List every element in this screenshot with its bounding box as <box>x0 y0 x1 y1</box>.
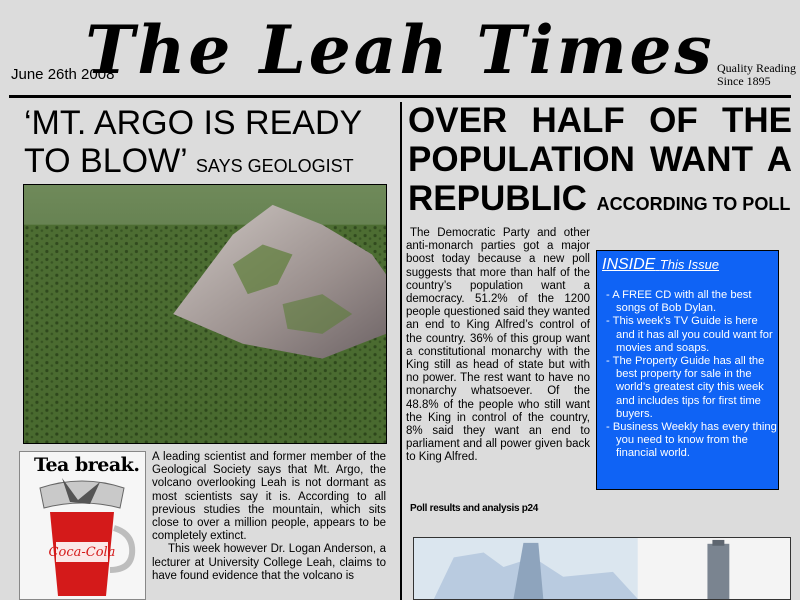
inside-item: - A FREE CD with all the best songs of Bob Dylan. <box>606 289 752 315</box>
volcano-story <box>152 451 386 583</box>
coca-cola-ad <box>19 451 146 600</box>
republic-story <box>406 227 590 465</box>
ad-brand: Coca-Cola <box>48 545 116 560</box>
republic-headline <box>408 101 792 224</box>
republic-headline-tail: ACCORDING TO POLL <box>596 194 791 214</box>
tagline <box>717 62 796 88</box>
volcano-paragraph: This week however Dr. Logan Anderson, a lecturer at University College Leah, claims to have found evidence that the volcano is <box>152 543 386 582</box>
masthead-rule <box>9 95 791 98</box>
tagline-line-1: Quality Reading <box>717 61 796 75</box>
city-photo <box>413 537 791 600</box>
newspaper-title: The Leah Times <box>85 11 715 89</box>
inside-item: - The Property Guide has all the best property for sale in the world’s greatest city this week and includes tips for first time buyers. <box>606 355 765 420</box>
column-divider <box>400 102 402 600</box>
tagline-line-2: Since 1895 <box>717 74 771 88</box>
inside-this-issue-title <box>602 256 719 274</box>
inside-item: - This week’s TV Guide is here and it has all you could want for movies and soaps. <box>606 315 773 354</box>
ad-title: Tea break. <box>34 454 140 476</box>
coca-cola-cup-icon <box>20 478 145 598</box>
issue-date: June 26th 2008 <box>11 66 115 83</box>
poll-results-link[interactable]: Poll results and analysis p24 <box>410 503 539 514</box>
inside-item: - Business Weekly has every thing you need to know from the financial world. <box>606 421 777 460</box>
masthead <box>0 0 800 96</box>
volcano-headline-tail: SAYS GEOLOGIST <box>195 156 354 176</box>
inside-title-a: INSIDE <box>602 256 656 273</box>
volcano-headline <box>24 104 390 185</box>
volcano-paragraph: A leading scientist and former member of the Geological Society says that Mt. Argo, the volcano overlooking Leah is not dormant as most scientists say it is. According to all previous studies the mountain, which sits close to over a million people, appears to be completely extinct. <box>152 451 386 543</box>
inside-list <box>606 289 778 461</box>
volcano-headline-main: ‘MT. ARGO IS READY TO BLOW’ <box>24 104 362 180</box>
inside-this-issue-box <box>596 250 779 490</box>
inside-title-b: This Issue <box>659 257 720 272</box>
republic-paragraph: The Democratic Party and other anti-monarch parties got a major boost today because a new poll suggests that more than half of the country’s population want a democracy. 51.2% of the 1200 people questioned said they wanted an end to King Alfred’s control of the country. 36% of this group want a constitutional monarchy with the King still as head of state but with no power. The rest want to have no monarchy whatsoever. Of the 48.8% of the people who still want the King in control of the country, 8% said they want an end to parliament and all power given back to King Alfred. <box>406 227 590 464</box>
republic-headline-main: OVER HALF OF THE POPULATION WANT A REPUBLIC <box>408 101 792 218</box>
mountain-photo <box>23 184 387 444</box>
